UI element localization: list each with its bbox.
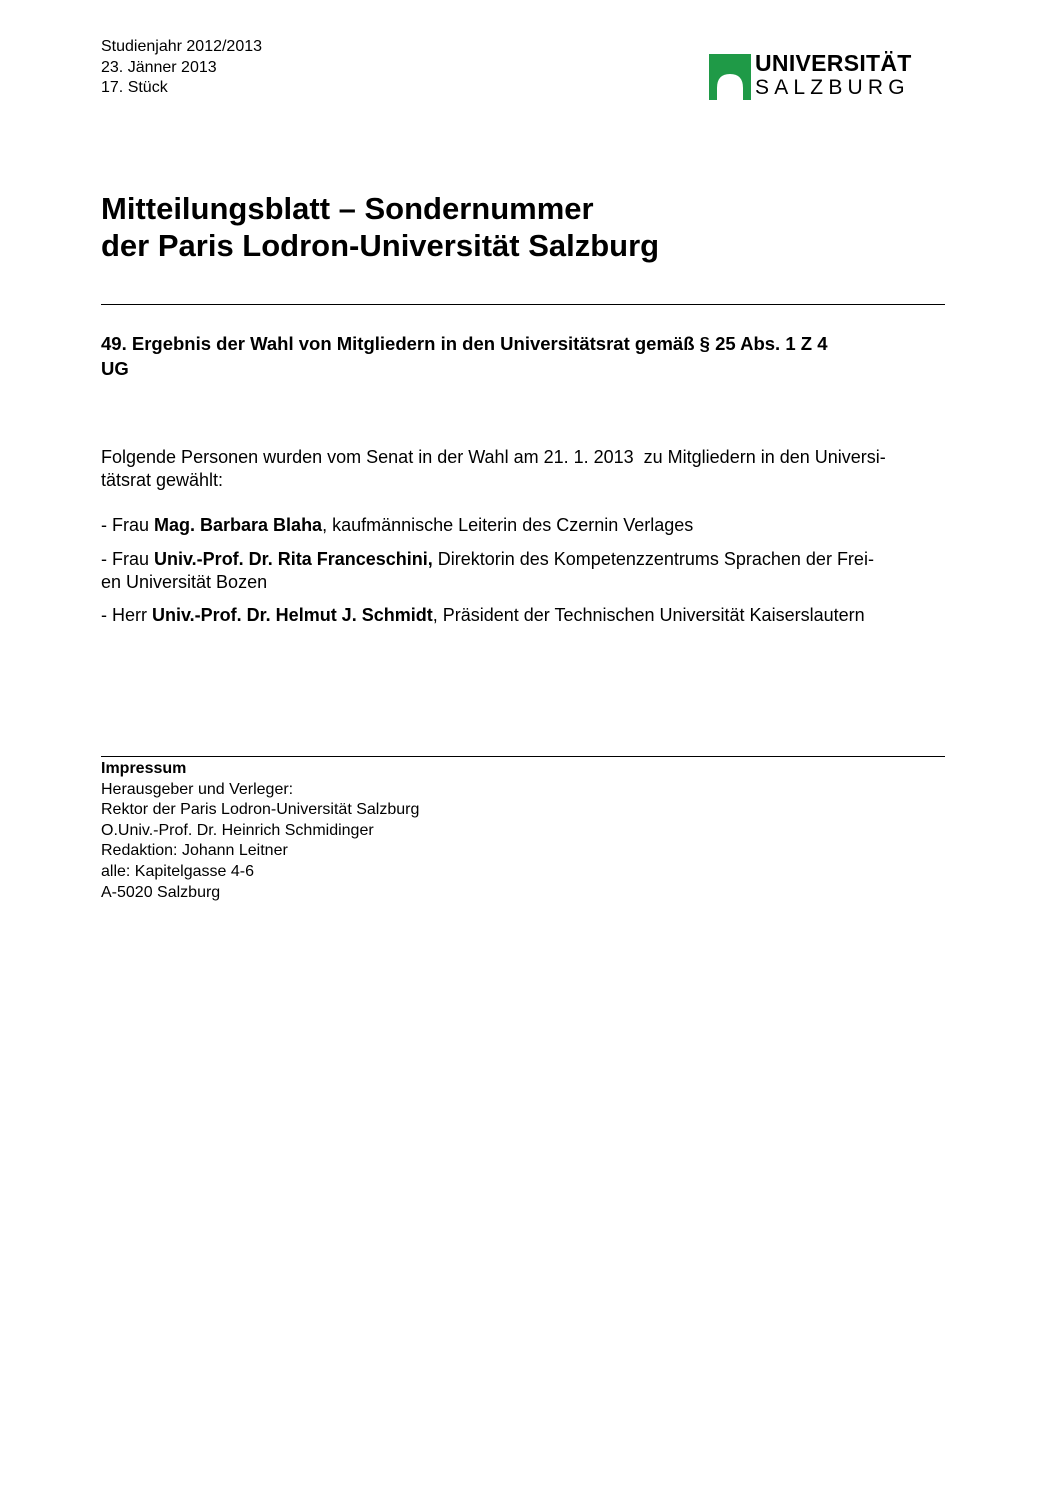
section-heading-line2: UG bbox=[101, 358, 129, 379]
member-entry bbox=[101, 514, 954, 537]
member-prefix: - Frau bbox=[101, 515, 155, 535]
member-prefix: - Frau bbox=[101, 549, 155, 569]
academic-year: Studienjahr 2012/2013 bbox=[101, 38, 263, 55]
member-prefix: - Herr bbox=[101, 605, 152, 625]
member-description-line2: en Universität Bozen bbox=[101, 572, 268, 592]
university-logo bbox=[709, 52, 919, 104]
impressum bbox=[101, 759, 419, 903]
section-heading-line1: 49. Ergebnis der Wahl von Mitgliedern in den Universitätsrat gemäß § 25 Abs. 1 Z 4 bbox=[101, 333, 828, 354]
section-heading bbox=[101, 331, 959, 381]
intro-paragraph bbox=[101, 446, 954, 492]
impressum-line: alle: Kapitelgasse 4-6 bbox=[101, 862, 254, 880]
member-name: Univ.-Prof. Dr. Helmut J. Schmidt bbox=[152, 605, 433, 625]
page-title bbox=[101, 190, 659, 264]
intro-line2: tätsrat gewählt: bbox=[101, 470, 224, 490]
logo-arch-shape bbox=[709, 54, 751, 100]
member-name: Univ.-Prof. Dr. Rita Franceschini, bbox=[154, 549, 433, 569]
university-logo-mark-icon bbox=[709, 54, 751, 100]
impressum-line: O.Univ.-Prof. Dr. Heinrich Schmidinger bbox=[101, 821, 374, 839]
member-description: , Präsident der Technischen Universität Kaiserslautern bbox=[432, 605, 865, 625]
document-meta bbox=[101, 37, 262, 99]
intro-line1: Folgende Personen wurden vom Senat in der Wahl am 21. 1. 2013 zu Mitgliedern in den Universi- bbox=[101, 447, 886, 467]
issue-number: 17. Stück bbox=[101, 79, 168, 96]
impressum-line: A-5020 Salzburg bbox=[101, 883, 221, 901]
member-name: Mag. Barbara Blaha bbox=[154, 515, 323, 535]
logo-text-salzburg: SALZBURG bbox=[755, 76, 910, 99]
impressum-line: Rektor der Paris Lodron-Universität Salzburg bbox=[101, 801, 420, 819]
page-title-line2: der Paris Lodron-Universität Salzburg bbox=[101, 228, 660, 263]
member-entry bbox=[101, 604, 954, 627]
impressum-line: Herausgeber und Verleger: bbox=[101, 780, 294, 798]
impressum-divider bbox=[101, 756, 945, 757]
member-description: , kaufmännische Leiterin des Czernin Verlages bbox=[322, 515, 694, 535]
member-entry bbox=[101, 548, 954, 594]
impressum-title: Impressum bbox=[101, 760, 187, 777]
issue-date: 23. Jänner 2013 bbox=[101, 58, 217, 76]
page-title-line1: Mitteilungsblatt – Sondernummer bbox=[101, 191, 594, 226]
impressum-line: Redaktion: Johann Leitner bbox=[101, 842, 288, 860]
title-divider bbox=[101, 304, 945, 305]
logo-text-universitaet: UNIVERSITÄT bbox=[755, 50, 912, 76]
member-description: Direktorin des Kompetenzzentrums Sprachen der Frei- bbox=[432, 549, 874, 569]
